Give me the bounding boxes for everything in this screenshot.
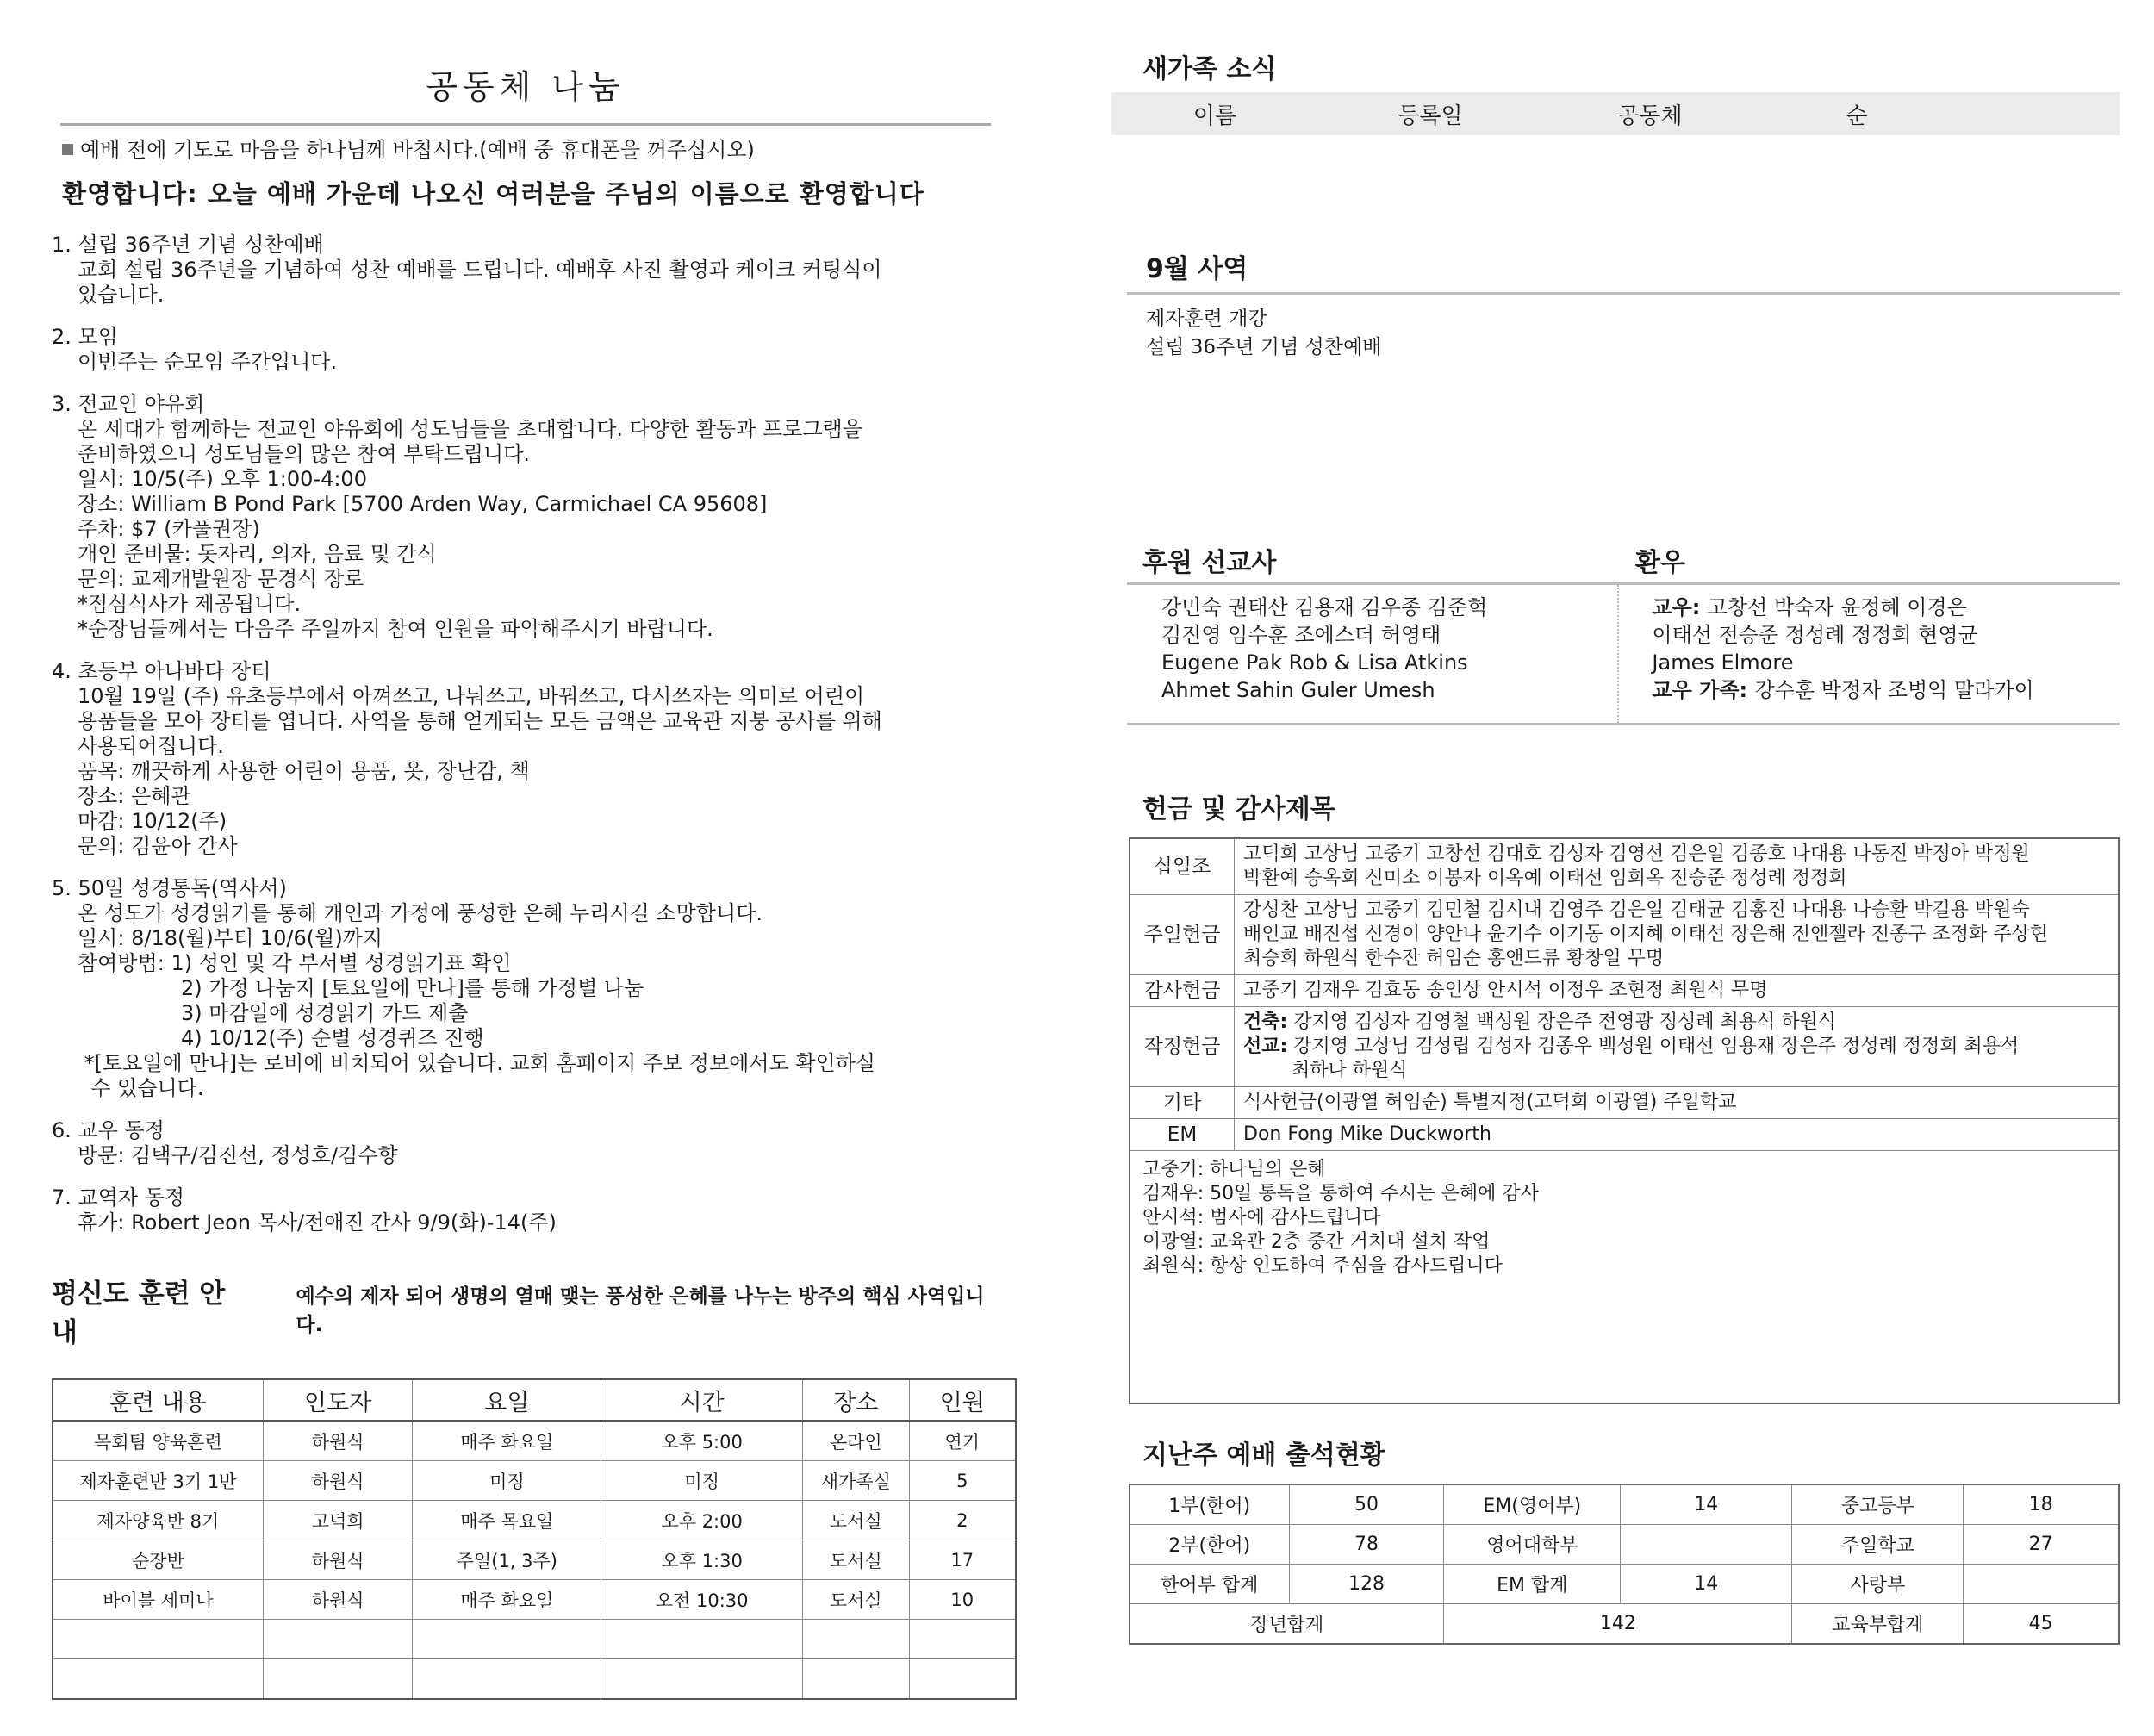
thanks-line: 최원식: 항상 인도하여 주심을 감사드립니다 <box>1142 1255 1503 1277</box>
table-cell <box>601 1659 803 1700</box>
announcement-body <box>78 417 999 642</box>
table-cell <box>263 1620 413 1659</box>
announcement-line: 방문: 김택구/김진선, 정성호/김수향 <box>78 1143 398 1167</box>
table-cell <box>909 1659 1016 1700</box>
table-cell: 하원식 <box>263 1421 413 1461</box>
offering-line <box>1243 1035 2109 1059</box>
attendance-cell: 14 <box>1621 1484 1792 1525</box>
offering-line: 최승희 하원식 한수잔 허임순 홍앤드류 황창일 무명 <box>1243 948 1665 969</box>
announcement-line: *순장님들께서는 다음주 주일까지 참여 인원을 파악해주시기 바랍니다. <box>78 617 713 641</box>
offering-label: 기타 <box>1130 1087 1235 1119</box>
offering-sublabel: 선교: <box>1243 1036 1288 1057</box>
attendance-cell: 128 <box>1289 1565 1444 1604</box>
sept-ministry-list <box>1146 305 2120 362</box>
announcement-subline: 4) 10/12(주) 순별 성경퀴즈 진행 <box>181 1026 484 1050</box>
table-cell: 제자양육반 8기 <box>53 1501 263 1540</box>
announcement-body <box>78 1143 999 1168</box>
announcement-heading: 1. 설립 36주년 기념 성찬예배 <box>52 233 324 257</box>
patient-names <box>1617 585 2120 723</box>
announcement-line: 있습니다. <box>78 283 165 307</box>
announcement-line: 개인 준비물: 돗자리, 의자, 음료 및 간식 <box>78 542 437 566</box>
table-cell: 미정 <box>413 1461 601 1501</box>
new-family-col-community: 공동체 <box>1617 103 1683 129</box>
announcement-body <box>78 1210 999 1235</box>
offering-names <box>1235 1087 2120 1119</box>
attendance-cell: 45 <box>1964 1604 2119 1645</box>
square-bullet-icon <box>62 144 73 155</box>
announcement-item <box>52 1185 999 1235</box>
offering-label: 감사헌금 <box>1130 975 1235 1007</box>
table-row <box>1130 975 2119 1007</box>
table-cell <box>601 1620 803 1659</box>
attendance-cell: 사랑부 <box>1792 1565 1964 1604</box>
thanks-line: 고중기: 하나님의 은혜 <box>1142 1159 1326 1180</box>
announcement-line: 10월 19일 (주) 유초등부에서 아껴쓰고, 나눠쓰고, 바꿔쓰고, 다시쓰자는 의미로 어린이 <box>78 684 865 708</box>
offering-line: 박환예 승옥희 신미소 이봉자 이옥예 이태선 임희옥 전승준 정성례 정정희 <box>1243 868 1847 889</box>
offering-title: 헌금 및 감사제목 <box>1142 794 1335 824</box>
table-cell: 하원식 <box>263 1540 413 1580</box>
attendance-cell: 주일학교 <box>1792 1525 1964 1565</box>
attendance-title: 지난주 예배 출석현황 <box>1142 1440 1385 1471</box>
offering-line: Don Fong Mike Duckworth <box>1243 1123 1491 1145</box>
attendance-cell: 중고등부 <box>1792 1484 1964 1525</box>
attendance-cell: 27 <box>1964 1525 2119 1565</box>
offering-text: 강지영 고상님 김성립 김성자 김종우 백성원 이태선 임용재 장은주 정성례 정정희 최용석 <box>1287 1036 2020 1057</box>
offering-text: 강지영 김성자 김영철 백성원 장은주 전영광 정성례 최용석 하원식 <box>1287 1011 1837 1033</box>
table-row <box>1130 1484 2119 1525</box>
thanks-line: 김재우: 50일 통독을 통하여 주시는 은혜에 감사 <box>1142 1183 1539 1204</box>
left-page <box>52 52 999 1700</box>
announcement-line: 장소: 은혜관 <box>78 784 191 808</box>
attendance-cell: 18 <box>1964 1484 2119 1525</box>
announcement-body <box>78 258 999 308</box>
attendance-cell: EM(영어부) <box>1444 1484 1621 1525</box>
announcement-line: 준비하였으니 성도님들의 많은 참여 부탁드립니다. <box>78 442 531 466</box>
thanks-line: 이광열: 교육관 2층 중간 거치대 설치 작업 <box>1142 1231 1491 1253</box>
offering-label: 작정헌금 <box>1130 1007 1235 1087</box>
patient-label: 교우 가족: <box>1652 678 1755 702</box>
offering-line: 식사헌금(이광열 허임순) 특별지정(고덕희 이광열) 주일학교 <box>1243 1092 1737 1113</box>
offering-names <box>1235 895 2120 975</box>
attendance-cell <box>1621 1525 1792 1565</box>
attendance-cell: 1부(한어) <box>1130 1484 1289 1525</box>
new-family-title: 새가족 소식 <box>1142 54 1277 84</box>
announcement-line: 교회 설립 36주년을 기념하여 성찬 예배를 드립니다. 예배후 사진 촬영과 케이크 커팅식이 <box>78 258 882 282</box>
training-subtitle: 예수의 제자 되어 생명의 열매 맺는 풍성한 은혜를 나누는 방주의 핵심 사역입니다. <box>296 1285 985 1336</box>
patients-title: 환우 <box>1635 548 1685 578</box>
attendance-cell: 142 <box>1444 1604 1792 1645</box>
table-cell: 미정 <box>601 1461 803 1501</box>
missionary-line: Eugene Pak Rob & Lisa Atkins <box>1161 650 1468 675</box>
offering-label: 십일조 <box>1130 838 1235 895</box>
announcement-item <box>52 325 999 375</box>
list-item: 제자훈련 개강 <box>1146 308 1267 330</box>
offering-line: 최하나 하원식 <box>1292 1060 1408 1081</box>
patient-line <box>1652 649 2120 676</box>
table-row <box>53 1421 1016 1461</box>
patient-names: James Elmore <box>1652 650 1794 675</box>
announcement-item <box>52 392 999 642</box>
announcement-heading: 6. 교우 동정 <box>52 1118 165 1142</box>
announcement-line: 품목: 깨끗하게 사용한 어린이 용품, 옷, 장난감, 책 <box>78 759 530 783</box>
missions-title: 후원 선교사 <box>1142 548 1277 578</box>
table-row <box>53 1620 1016 1659</box>
announcement-item <box>52 233 999 308</box>
table-cell <box>803 1620 909 1659</box>
announcement-subline: 3) 마감일에 성경읽기 카드 제출 <box>181 1001 469 1025</box>
announcement-line: 휴가: Robert Jeon 목사/전애진 간사 9/9(화)-14(주) <box>78 1210 557 1235</box>
training-col-header: 시간 <box>601 1379 803 1421</box>
patient-names: 강수훈 박정자 조병익 말라카이 <box>1754 678 2034 702</box>
table-row <box>1130 1525 2119 1565</box>
announcement-line: 문의: 김윤아 간사 <box>78 834 238 858</box>
announcement-line: 사용되어집니다. <box>78 734 224 758</box>
new-family-header <box>1111 92 2120 135</box>
announcement-line: 참여방법: 1) 성인 및 각 부서별 성경읽기표 확인 <box>78 951 512 975</box>
table-row <box>1130 895 2119 975</box>
table-cell: 목회팀 양육훈련 <box>53 1421 263 1461</box>
missionary-line: Ahmet Sahin Guler Umesh <box>1161 678 1435 702</box>
offering-names <box>1235 838 2120 895</box>
announcement-list <box>52 233 999 1235</box>
thanks-line: 안시석: 범사에 감사드립니다 <box>1142 1207 1381 1229</box>
missionary-names <box>1127 585 1621 723</box>
offering-line: 고중기 김재우 김효동 송인상 안시석 이정우 조현정 최원식 무명 <box>1243 980 1768 1001</box>
list-item: 설립 36주년 기념 성찬예배 <box>1146 336 1382 358</box>
offering-names <box>1235 1007 2120 1087</box>
offering-table <box>1129 837 2120 1404</box>
table-row <box>1130 838 2119 895</box>
table-cell <box>53 1620 263 1659</box>
patient-names: 고창선 박숙자 윤정혜 이경은 <box>1707 595 1967 619</box>
training-table <box>52 1378 1017 1700</box>
training-title: 평신도 훈련 안내 <box>52 1279 226 1348</box>
table-row <box>1130 1565 2119 1604</box>
attendance-cell: 한어부 합계 <box>1130 1565 1289 1604</box>
table-cell <box>53 1659 263 1700</box>
announcement-line: *[토요일에 만나]는 로비에 비치되어 있습니다. 교회 홈페이지 주보 정보에서도 확인하실 <box>78 1051 876 1075</box>
page-title: 공동체 나눔 <box>426 68 626 106</box>
table-cell: 주일(1, 3주) <box>413 1540 601 1580</box>
table-row <box>1130 1119 2119 1151</box>
table-cell <box>909 1620 1016 1659</box>
table-cell: 2 <box>909 1501 1016 1540</box>
thanks-row <box>1130 1151 2119 1404</box>
table-cell: 도서실 <box>803 1501 909 1540</box>
missionary-line: 강민숙 권태산 김용재 김우종 김준혁 <box>1161 595 1488 619</box>
table-row <box>53 1540 1016 1580</box>
table-cell <box>413 1659 601 1700</box>
table-cell: 도서실 <box>803 1540 909 1580</box>
announcement-heading: 3. 전교인 야유회 <box>52 392 205 416</box>
patient-names: 이태선 전승준 정성례 정정희 현영균 <box>1652 623 1978 647</box>
announcement-line: 문의: 교제개발원장 문경식 장로 <box>78 567 364 591</box>
training-col-header: 인도자 <box>263 1379 413 1421</box>
training-col-header: 장소 <box>803 1379 909 1421</box>
table-cell <box>803 1659 909 1700</box>
announcement-line: 마감: 10/12(주) <box>78 809 227 833</box>
patient-line <box>1652 621 2120 649</box>
attendance-cell <box>1964 1565 2119 1604</box>
table-cell: 오후 1:30 <box>601 1540 803 1580</box>
table-cell: 하원식 <box>263 1580 413 1620</box>
announcement-body <box>78 901 999 1101</box>
training-header-row <box>53 1379 1016 1421</box>
table-cell: 순장반 <box>53 1540 263 1580</box>
attendance-cell: 14 <box>1621 1565 1792 1604</box>
sept-ministry-title: 9월 사역 <box>1146 254 1248 284</box>
announcement-item <box>52 1118 999 1168</box>
announcement-heading: 4. 초등부 아나바다 장터 <box>52 659 271 683</box>
offering-label: 주일헌금 <box>1130 895 1235 975</box>
announcement-line: 온 성도가 성경읽기를 통해 개인과 가정에 풍성한 은혜 누리시길 소망합니다. <box>78 901 763 925</box>
table-cell: 오후 2:00 <box>601 1501 803 1540</box>
table-cell: 10 <box>909 1580 1016 1620</box>
attendance-cell: 50 <box>1289 1484 1444 1525</box>
table-cell: 고덕희 <box>263 1501 413 1540</box>
table-cell: 오전 10:30 <box>601 1580 803 1620</box>
table-cell <box>263 1659 413 1700</box>
table-cell: 바이블 세미나 <box>53 1580 263 1620</box>
missions-section <box>1111 541 2120 582</box>
attendance-cell: 2부(한어) <box>1130 1525 1289 1565</box>
table-cell <box>413 1620 601 1659</box>
attendance-cell: 교육부합계 <box>1792 1604 1964 1645</box>
offering-names <box>1235 975 2120 1007</box>
table-cell: 하원식 <box>263 1461 413 1501</box>
table-cell: 도서실 <box>803 1580 909 1620</box>
announcement-line: 일시: 8/18(월)부터 10/6(월)까지 <box>78 926 383 950</box>
announcement-body <box>78 350 999 375</box>
announcement-heading: 5. 50일 성경통독(역사서) <box>52 876 287 900</box>
offering-names <box>1235 1119 2120 1151</box>
training-header <box>52 1272 999 1349</box>
announcement-line: 주차: $7 (카풀권장) <box>78 517 260 541</box>
new-family-col-name: 이름 <box>1192 103 1237 129</box>
table-cell: 매주 화요일 <box>413 1580 601 1620</box>
thanks-notes <box>1130 1151 2119 1404</box>
announcement-item <box>52 876 999 1101</box>
new-family-col-date: 등록일 <box>1398 103 1463 129</box>
table-cell: 온라인 <box>803 1421 909 1461</box>
announcement-line: 일시: 10/5(주) 오후 1:00-4:00 <box>78 467 367 491</box>
right-page <box>1111 47 2120 1645</box>
patient-line <box>1652 594 2120 621</box>
table-cell: 5 <box>909 1461 1016 1501</box>
attendance-cell: EM 합계 <box>1444 1565 1621 1604</box>
title-divider <box>60 123 991 126</box>
offering-line: 배인교 배진섭 신경이 양안나 윤기수 이기동 이지혜 이태선 장은해 전엔젤라 전종구 조정화 주상현 <box>1243 924 2049 945</box>
table-row <box>53 1461 1016 1501</box>
announcement-body <box>78 684 999 859</box>
offering-sublabel: 건축: <box>1243 1011 1288 1033</box>
missionary-line: 김진영 임수훈 조에스더 허영태 <box>1161 623 1441 647</box>
table-cell: 제자훈련반 3기 1반 <box>53 1461 263 1501</box>
table-cell: 연기 <box>909 1421 1016 1461</box>
offering-label: EM <box>1130 1119 1235 1151</box>
table-row <box>53 1501 1016 1540</box>
attendance-cell: 영어대학부 <box>1444 1525 1621 1565</box>
announcement-line: 용품들을 모아 장터를 엽니다. 사역을 통해 얻게되는 모든 금액은 교육관 지붕 공사를 위해 <box>78 709 882 733</box>
attendance-cell: 78 <box>1289 1525 1444 1565</box>
table-cell: 오후 5:00 <box>601 1421 803 1461</box>
announcement-line: 이번주는 순모임 주간입니다. <box>78 350 338 374</box>
announcement-heading: 7. 교역자 동정 <box>52 1185 185 1210</box>
patient-label: 교우: <box>1652 595 1708 619</box>
patient-line <box>1652 676 2120 704</box>
announcement-heading: 2. 모임 <box>52 325 118 349</box>
table-row <box>53 1580 1016 1620</box>
table-cell: 매주 화요일 <box>413 1421 601 1461</box>
offering-line: 강성찬 고상님 고중기 김민철 김시내 김영주 김은일 김태균 김홍진 나대용 나승환 박길용 박원숙 <box>1243 899 2030 921</box>
announcement-line: 수 있습니다. <box>78 1076 204 1100</box>
table-cell: 새가족실 <box>803 1461 909 1501</box>
announcement-line: *점심식사가 제공됩니다. <box>78 592 302 616</box>
missions-body <box>1127 585 2120 725</box>
training-col-header: 요일 <box>413 1379 601 1421</box>
announcement-line: 온 세대가 함께하는 전교인 야유회에 성도님들을 초대합니다. 다양한 활동과 프로그램을 <box>78 417 862 441</box>
training-col-header: 인원 <box>909 1379 1016 1421</box>
announcement-subline: 2) 가정 나눔지 [토요일에 만나]를 통해 가정별 나눔 <box>181 976 644 1000</box>
training-col-header: 훈련 내용 <box>53 1379 263 1421</box>
attendance-table <box>1129 1484 2120 1645</box>
table-row <box>1130 1087 2119 1119</box>
table-row <box>1130 1604 2119 1645</box>
table-cell: 17 <box>909 1540 1016 1580</box>
announcement-line: 장소: William B Pond Park [5700 Arden Way, Carmichael CA 95608] <box>78 492 768 516</box>
table-cell: 매주 목요일 <box>413 1501 601 1540</box>
worship-notice: 예배 전에 기도로 마음을 하나님께 바칩시다.(예배 중 휴대폰을 꺼주십시오) <box>62 133 999 163</box>
offering-line <box>1243 1011 2109 1035</box>
table-row <box>1130 1007 2119 1087</box>
table-row <box>53 1659 1016 1700</box>
announcement-item <box>52 659 999 859</box>
new-family-col-group: 순 <box>1846 103 1868 129</box>
attendance-cell: 장년합계 <box>1130 1604 1444 1645</box>
sept-divider <box>1127 292 2120 295</box>
welcome-message: 환영합니다: 오늘 예배 가운데 나오신 여러분을 주님의 이름으로 환영합니다 <box>62 179 924 208</box>
offering-line: 고덕희 고상님 고중기 고창선 김대호 김성자 김영선 김은일 김종호 나대용 나동진 박정아 박정원 <box>1243 843 2030 865</box>
